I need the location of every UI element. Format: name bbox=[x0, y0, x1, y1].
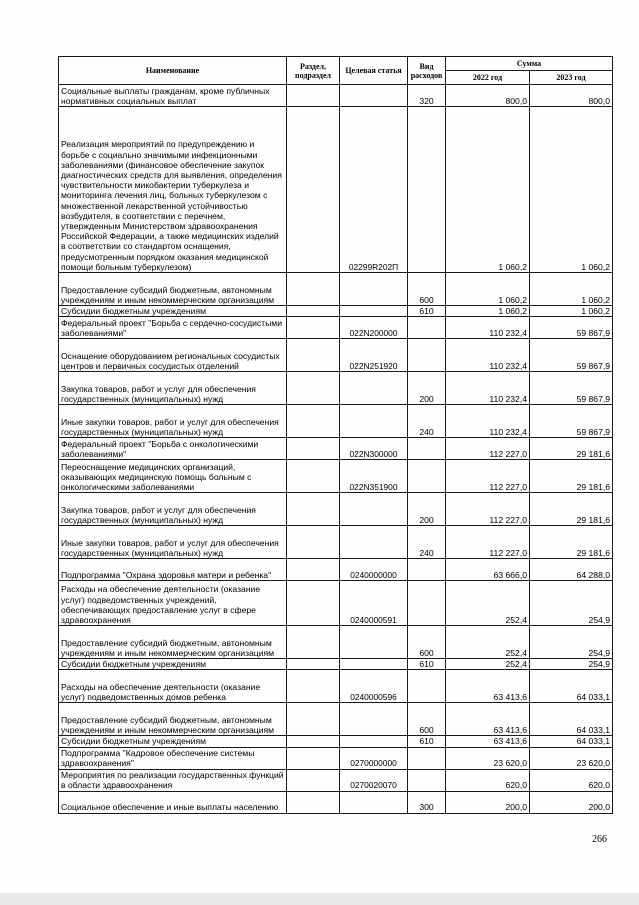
cell-expense-type bbox=[408, 339, 446, 372]
cell-target bbox=[340, 273, 408, 306]
cell-target bbox=[340, 526, 408, 559]
cell-2022: 23 620,0 bbox=[446, 747, 530, 769]
budget-table bbox=[58, 56, 613, 814]
header-expense-type: Вид расходов bbox=[408, 57, 446, 85]
cell-section bbox=[287, 107, 340, 273]
table-row bbox=[59, 493, 613, 526]
cell-expense-type bbox=[408, 559, 446, 581]
cell-section bbox=[287, 791, 340, 813]
cell-2023: 59 867,9 bbox=[530, 339, 613, 372]
cell-name: Субсидии бюджетным учреждениям bbox=[59, 736, 287, 747]
cell-2023: 254,9 bbox=[530, 581, 613, 626]
table-row bbox=[59, 107, 613, 273]
cell-target: 022N251920 bbox=[340, 339, 408, 372]
cell-expense-type bbox=[408, 317, 446, 339]
cell-section bbox=[287, 526, 340, 559]
cell-expense-type: 610 bbox=[408, 659, 446, 670]
cell-2022: 110 232,4 bbox=[446, 339, 530, 372]
cell-2022: 800,0 bbox=[446, 85, 530, 107]
cell-name: Реализация мероприятий по предупреждению и борьбе с социально значимыми инфекционными заболеваниями (финансовое обеспечение закупок диагностических средств для выявления, определения чувствительности микобактерии туберкулеза и мониторинга лечения лиц, больных туберкулезом с множественной лекарственной устойчивостью возбудителя, в соответствии с перечнем, утвержденным Министерством здравоохранения Российской Федерации, а также медицинских изделий в соответствии со стандартом оснащения, предусмотренным порядком оказания медицинской помощи больным туберкулезом) bbox=[59, 107, 287, 273]
cell-section bbox=[287, 372, 340, 405]
cell-name: Расходы на обеспечение деятельности (оказание услуг) подведомственных учреждений, обеспечивающих предоставление услуг в сфере здравоохранения bbox=[59, 581, 287, 626]
cell-name: Закупка товаров, работ и услуг для обеспечения государственных (муниципальных) нужд bbox=[59, 493, 287, 526]
cell-2023: 620,0 bbox=[530, 769, 613, 791]
cell-target bbox=[340, 626, 408, 659]
cell-2022: 1 060,2 bbox=[446, 273, 530, 306]
cell-2023: 29 181,6 bbox=[530, 526, 613, 559]
cell-target: 0270020070 bbox=[340, 769, 408, 791]
cell-expense-type bbox=[408, 581, 446, 626]
table-row bbox=[59, 405, 613, 438]
table-row bbox=[59, 559, 613, 581]
cell-expense-type: 240 bbox=[408, 405, 446, 438]
cell-expense-type: 600 bbox=[408, 626, 446, 659]
cell-target: 0240000596 bbox=[340, 670, 408, 703]
cell-section bbox=[287, 581, 340, 626]
cell-section bbox=[287, 273, 340, 306]
cell-expense-type bbox=[408, 769, 446, 791]
cell-name: Расходы на обеспечение деятельности (оказание услуг) подведомственных домов ребенка bbox=[59, 670, 287, 703]
cell-name: Федеральный проект "Борьба с онкологическими заболеваниями" bbox=[59, 438, 287, 460]
cell-expense-type: 610 bbox=[408, 306, 446, 317]
cell-2022: 252,4 bbox=[446, 626, 530, 659]
cell-2022: 1 060,2 bbox=[446, 306, 530, 317]
cell-2023: 64 033,1 bbox=[530, 703, 613, 736]
cell-2022: 112 227,0 bbox=[446, 460, 530, 493]
cell-2022: 252,4 bbox=[446, 659, 530, 670]
cell-name: Иные закупки товаров, работ и услуг для обеспечения государственных (муниципальных) нужд bbox=[59, 405, 287, 438]
cell-2022: 63 413,6 bbox=[446, 736, 530, 747]
cell-expense-type bbox=[408, 747, 446, 769]
cell-expense-type bbox=[408, 460, 446, 493]
cell-2022: 110 232,4 bbox=[446, 405, 530, 438]
cell-section bbox=[287, 670, 340, 703]
cell-2022: 252,4 bbox=[446, 581, 530, 626]
cell-name: Иные закупки товаров, работ и услуг для обеспечения государственных (муниципальных) нужд bbox=[59, 526, 287, 559]
cell-name: Субсидии бюджетным учреждениям bbox=[59, 659, 287, 670]
cell-section bbox=[287, 438, 340, 460]
header-row bbox=[59, 57, 613, 71]
cell-target bbox=[340, 659, 408, 670]
cell-name: Федеральный проект "Борьба с сердечно-сосудистыми заболеваниями" bbox=[59, 317, 287, 339]
table-row bbox=[59, 747, 613, 769]
cell-2023: 800,0 bbox=[530, 85, 613, 107]
cell-target bbox=[340, 306, 408, 317]
cell-2022: 620,0 bbox=[446, 769, 530, 791]
cell-section bbox=[287, 405, 340, 438]
header-sum: Сумма bbox=[446, 57, 613, 71]
cell-section bbox=[287, 460, 340, 493]
table-row bbox=[59, 581, 613, 626]
cell-name: Подпрограмма "Охрана здоровья матери и ребенка" bbox=[59, 559, 287, 581]
cell-name: Предоставление субсидий бюджетным, автономным учреждениям и иным некоммерческим организациям bbox=[59, 703, 287, 736]
cell-name: Предоставление субсидий бюджетным, автономным учреждениям и иным некоммерческим организациям bbox=[59, 626, 287, 659]
cell-section bbox=[287, 703, 340, 736]
cell-target: 022N351900 bbox=[340, 460, 408, 493]
cell-2023: 1 060,2 bbox=[530, 306, 613, 317]
cell-target: 022N200000 bbox=[340, 317, 408, 339]
cell-name: Субсидии бюджетным учреждениям bbox=[59, 306, 287, 317]
cell-2022: 110 232,4 bbox=[446, 317, 530, 339]
cell-expense-type: 240 bbox=[408, 526, 446, 559]
table-row bbox=[59, 526, 613, 559]
table-row bbox=[59, 273, 613, 306]
bottom-margin-strip bbox=[0, 893, 639, 905]
cell-2022: 63 413,6 bbox=[446, 670, 530, 703]
cell-2023: 64 033,1 bbox=[530, 670, 613, 703]
cell-2023: 1 060,2 bbox=[530, 107, 613, 273]
table-row bbox=[59, 85, 613, 107]
cell-2023: 1 060,2 bbox=[530, 273, 613, 306]
cell-2022: 63 413,6 bbox=[446, 703, 530, 736]
cell-name: Социальные выплаты гражданам, кроме публичных нормативных социальных выплат bbox=[59, 85, 287, 107]
cell-target bbox=[340, 703, 408, 736]
cell-2022: 63 666,0 bbox=[446, 559, 530, 581]
cell-expense-type: 600 bbox=[408, 273, 446, 306]
cell-2022: 112 227,0 bbox=[446, 493, 530, 526]
cell-section bbox=[287, 747, 340, 769]
cell-2022: 1 060,2 bbox=[446, 107, 530, 273]
table-row bbox=[59, 659, 613, 670]
cell-expense-type bbox=[408, 438, 446, 460]
cell-section bbox=[287, 736, 340, 747]
cell-section bbox=[287, 85, 340, 107]
table-row bbox=[59, 769, 613, 791]
table-row bbox=[59, 791, 613, 813]
table-row bbox=[59, 339, 613, 372]
cell-2023: 59 867,9 bbox=[530, 317, 613, 339]
cell-section bbox=[287, 339, 340, 372]
table-row bbox=[59, 626, 613, 659]
cell-expense-type bbox=[408, 107, 446, 273]
cell-section bbox=[287, 659, 340, 670]
cell-target: 0240000000 bbox=[340, 559, 408, 581]
cell-section bbox=[287, 493, 340, 526]
cell-2023: 23 620,0 bbox=[530, 747, 613, 769]
table-row bbox=[59, 703, 613, 736]
cell-expense-type: 320 bbox=[408, 85, 446, 107]
cell-name: Подпрограмма "Кадровое обеспечение системы здравоохранения" bbox=[59, 747, 287, 769]
cell-name: Мероприятия по реализации государственных функций в области здравоохранения bbox=[59, 769, 287, 791]
cell-target bbox=[340, 405, 408, 438]
header-section: Раздел, подраздел bbox=[287, 57, 340, 85]
cell-name: Социальное обеспечение и иные выплаты населению bbox=[59, 791, 287, 813]
cell-expense-type: 200 bbox=[408, 493, 446, 526]
cell-2023: 29 181,6 bbox=[530, 438, 613, 460]
cell-expense-type: 200 bbox=[408, 372, 446, 405]
header-name: Наименование bbox=[59, 57, 287, 85]
cell-2023: 29 181,6 bbox=[530, 493, 613, 526]
table-row bbox=[59, 317, 613, 339]
cell-2023: 254,9 bbox=[530, 659, 613, 670]
cell-target: 0270000000 bbox=[340, 747, 408, 769]
cell-2022: 110 232,4 bbox=[446, 372, 530, 405]
cell-section bbox=[287, 559, 340, 581]
cell-2022: 200,0 bbox=[446, 791, 530, 813]
cell-expense-type bbox=[408, 670, 446, 703]
cell-target: 022N300000 bbox=[340, 438, 408, 460]
cell-2022: 112 227,0 bbox=[446, 438, 530, 460]
table-row bbox=[59, 670, 613, 703]
cell-target bbox=[340, 736, 408, 747]
header-year-2023: 2023 год bbox=[530, 71, 613, 85]
cell-2022: 112 227,0 bbox=[446, 526, 530, 559]
cell-2023: 200,0 bbox=[530, 791, 613, 813]
cell-2023: 64 288,0 bbox=[530, 559, 613, 581]
cell-target bbox=[340, 372, 408, 405]
cell-2023: 59 867,9 bbox=[530, 372, 613, 405]
cell-target: 0240000591 bbox=[340, 581, 408, 626]
cell-name: Переоснащение медицинских организаций, оказывающих медицинскую помощь больным с онкологическими заболеваниями bbox=[59, 460, 287, 493]
page-number: 266 bbox=[592, 834, 607, 845]
cell-name: Закупка товаров, работ и услуг для обеспечения государственных (муниципальных) нужд bbox=[59, 372, 287, 405]
table-row bbox=[59, 306, 613, 317]
cell-2023: 254,9 bbox=[530, 626, 613, 659]
cell-section bbox=[287, 626, 340, 659]
header-year-2022: 2022 год bbox=[446, 71, 530, 85]
cell-target bbox=[340, 493, 408, 526]
cell-section bbox=[287, 317, 340, 339]
table-row bbox=[59, 460, 613, 493]
cell-2023: 29 181,6 bbox=[530, 460, 613, 493]
cell-name: Оснащение оборудованием региональных сосудистых центров и первичных сосудистых отделений bbox=[59, 339, 287, 372]
cell-expense-type: 600 bbox=[408, 703, 446, 736]
header-target: Целевая статья bbox=[340, 57, 408, 85]
cell-expense-type: 300 bbox=[408, 791, 446, 813]
cell-section bbox=[287, 769, 340, 791]
table-row bbox=[59, 736, 613, 747]
cell-2023: 64 033,1 bbox=[530, 736, 613, 747]
cell-name: Предоставление субсидий бюджетным, автономным учреждениям и иным некоммерческим организациям bbox=[59, 273, 287, 306]
cell-target: 02299R202П bbox=[340, 107, 408, 273]
table-row bbox=[59, 372, 613, 405]
cell-expense-type: 610 bbox=[408, 736, 446, 747]
cell-target bbox=[340, 85, 408, 107]
cell-section bbox=[287, 306, 340, 317]
cell-target bbox=[340, 791, 408, 813]
cell-2023: 59 867,9 bbox=[530, 405, 613, 438]
table-row bbox=[59, 438, 613, 460]
